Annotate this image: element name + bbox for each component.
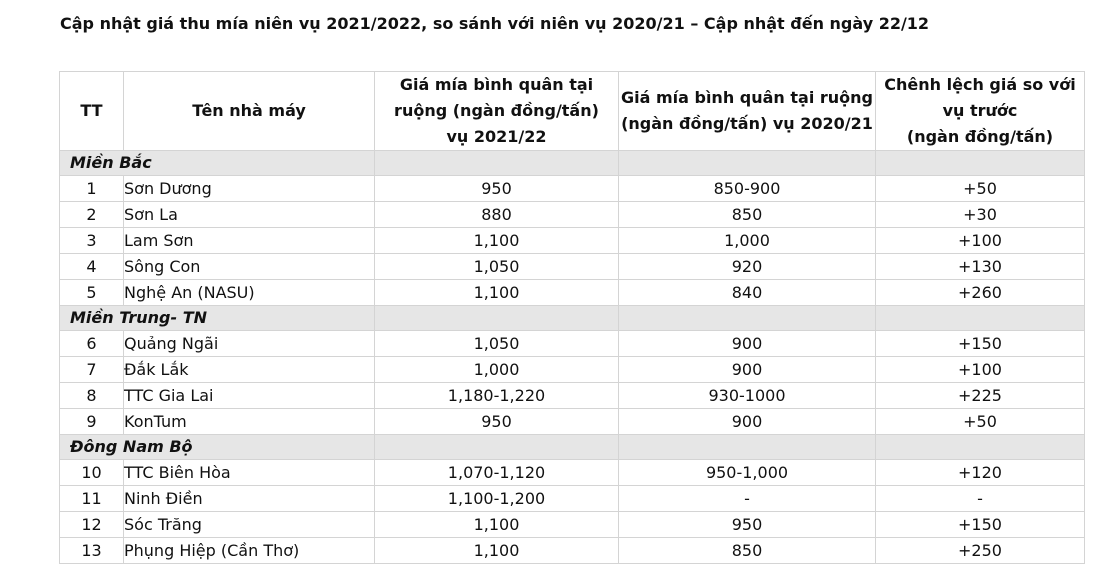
factory-name: Lam Sơn xyxy=(124,228,375,254)
page-title: Cập nhật giá thu mía niên vụ 2021/2022, so sánh với niên vụ 2020/21 – Cập nhật đến ngày 22/12 xyxy=(60,14,930,33)
factory-name: Sóc Trăng xyxy=(124,512,375,538)
price-difference: +225 xyxy=(876,383,1085,409)
table-row xyxy=(60,538,1085,564)
previous-price: 900 xyxy=(619,357,876,383)
section-empty-cell xyxy=(375,151,619,176)
row-number: 9 xyxy=(60,409,124,435)
previous-price: - xyxy=(619,486,876,512)
factory-name: Đắk Lắk xyxy=(124,357,375,383)
current-price: 1,070-1,120 xyxy=(375,460,619,486)
row-number: 3 xyxy=(60,228,124,254)
table-row xyxy=(60,331,1085,357)
previous-price: 930-1000 xyxy=(619,383,876,409)
row-number: 4 xyxy=(60,254,124,280)
price-difference: +150 xyxy=(876,512,1085,538)
factory-name: Quảng Ngãi xyxy=(124,331,375,357)
previous-price: 850 xyxy=(619,202,876,228)
header-factory-name: Tên nhà máy xyxy=(124,72,375,151)
header-tt: TT xyxy=(60,72,124,151)
price-difference: +30 xyxy=(876,202,1085,228)
factory-name: Ninh Điền xyxy=(124,486,375,512)
row-number: 2 xyxy=(60,202,124,228)
table-row xyxy=(60,228,1085,254)
price-difference: +100 xyxy=(876,357,1085,383)
current-price: 1,100-1,200 xyxy=(375,486,619,512)
section-empty-cell xyxy=(619,435,876,460)
previous-price: 850 xyxy=(619,538,876,564)
section-row xyxy=(60,306,1085,331)
factory-name: Phụng Hiệp (Cần Thơ) xyxy=(124,538,375,564)
section-title: Đông Nam Bộ xyxy=(60,435,375,460)
previous-price: 900 xyxy=(619,409,876,435)
section-title: Miền Bắc xyxy=(60,151,375,176)
previous-price: 920 xyxy=(619,254,876,280)
factory-name: KonTum xyxy=(124,409,375,435)
price-difference: +50 xyxy=(876,409,1085,435)
previous-price: 950 xyxy=(619,512,876,538)
current-price: 1,100 xyxy=(375,228,619,254)
table-row xyxy=(60,512,1085,538)
factory-name: Sơn La xyxy=(124,202,375,228)
header-current-price: Giá mía bình quân tại ruộng (ngàn đồng/tấn) vụ 2021/22 xyxy=(375,72,619,151)
factory-name: TTC Gia Lai xyxy=(124,383,375,409)
factory-name: Nghệ An (NASU) xyxy=(124,280,375,306)
previous-price: 850-900 xyxy=(619,176,876,202)
previous-price: 1,000 xyxy=(619,228,876,254)
factory-name: Sơn Dương xyxy=(124,176,375,202)
row-number: 11 xyxy=(60,486,124,512)
price-difference: +130 xyxy=(876,254,1085,280)
row-number: 8 xyxy=(60,383,124,409)
section-empty-cell xyxy=(619,306,876,331)
previous-price: 950-1,000 xyxy=(619,460,876,486)
section-empty-cell xyxy=(375,435,619,460)
price-difference: +50 xyxy=(876,176,1085,202)
section-row xyxy=(60,151,1085,176)
row-number: 10 xyxy=(60,460,124,486)
row-number: 5 xyxy=(60,280,124,306)
section-row xyxy=(60,435,1085,460)
current-price: 1,000 xyxy=(375,357,619,383)
row-number: 12 xyxy=(60,512,124,538)
table-row xyxy=(60,280,1085,306)
factory-name: TTC Biên Hòa xyxy=(124,460,375,486)
row-number: 13 xyxy=(60,538,124,564)
price-difference: - xyxy=(876,486,1085,512)
table-row xyxy=(60,460,1085,486)
row-number: 1 xyxy=(60,176,124,202)
current-price: 950 xyxy=(375,176,619,202)
header-price-difference: Chênh lệch giá so với vụ trước (ngàn đồng/tấn) xyxy=(876,72,1085,151)
current-price: 1,100 xyxy=(375,280,619,306)
table-row xyxy=(60,202,1085,228)
sugarcane-price-table xyxy=(59,71,1085,564)
table-row xyxy=(60,254,1085,280)
section-empty-cell xyxy=(876,151,1085,176)
table-row xyxy=(60,383,1085,409)
price-difference: +100 xyxy=(876,228,1085,254)
current-price: 880 xyxy=(375,202,619,228)
table-row xyxy=(60,409,1085,435)
factory-name: Sông Con xyxy=(124,254,375,280)
section-title: Miền Trung- TN xyxy=(60,306,375,331)
previous-price: 900 xyxy=(619,331,876,357)
current-price: 1,050 xyxy=(375,331,619,357)
header-previous-price: Giá mía bình quân tại ruộng (ngàn đồng/tấn) vụ 2020/21 xyxy=(619,72,876,151)
price-difference: +250 xyxy=(876,538,1085,564)
section-empty-cell xyxy=(876,435,1085,460)
table-row xyxy=(60,486,1085,512)
table-header-row xyxy=(60,72,1085,151)
current-price: 1,100 xyxy=(375,512,619,538)
row-number: 6 xyxy=(60,331,124,357)
current-price: 1,050 xyxy=(375,254,619,280)
current-price: 1,180-1,220 xyxy=(375,383,619,409)
row-number: 7 xyxy=(60,357,124,383)
current-price: 1,100 xyxy=(375,538,619,564)
section-empty-cell xyxy=(619,151,876,176)
price-difference: +260 xyxy=(876,280,1085,306)
price-difference: +120 xyxy=(876,460,1085,486)
section-empty-cell xyxy=(375,306,619,331)
section-empty-cell xyxy=(876,306,1085,331)
price-difference: +150 xyxy=(876,331,1085,357)
current-price: 950 xyxy=(375,409,619,435)
previous-price: 840 xyxy=(619,280,876,306)
table-row xyxy=(60,176,1085,202)
table-row xyxy=(60,357,1085,383)
